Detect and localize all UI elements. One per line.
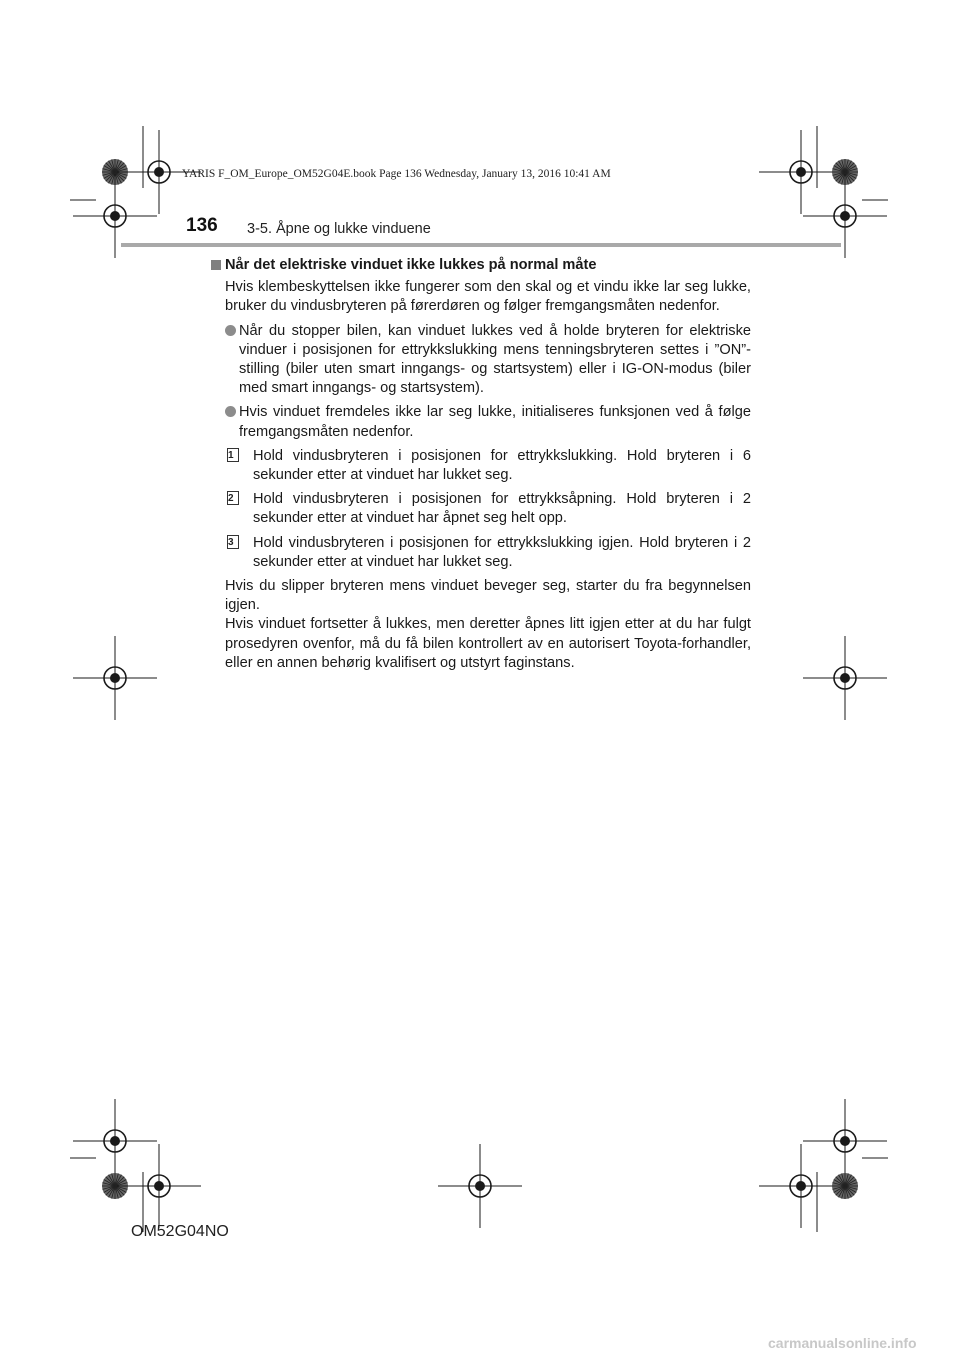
step-item [228, 534, 751, 572]
step-item [228, 490, 751, 528]
section-heading [211, 256, 751, 275]
bullet-item [225, 322, 751, 399]
registration-target [759, 1144, 843, 1228]
step-number-box: 1 [227, 448, 239, 462]
registration-target [117, 1144, 201, 1228]
circle-bullet-icon [225, 325, 236, 336]
registration-target [73, 636, 157, 720]
running-head: 3-5. Åpne og lukke vinduene [247, 221, 431, 237]
registration-target [73, 1099, 157, 1183]
step-number-box: 2 [227, 491, 239, 505]
closing-paragraph: Hvis du slipper bryteren mens vinduet beveger seg, starter du fra begynnelsen igjen. [225, 578, 751, 614]
bullet-text: Når du stopper bilen, kan vinduet lukkes ved å holde bryteren for elektriske vinduer i posisjonen for ettrykkslukking mens tenningsbryteren settes i ”ON”-stilling (biler uten smart inngangs- og startsystem) eller i IG-ON-modus (biler med smart inngangs- og startsystem). [239, 322, 751, 397]
step-number-box: 3 [227, 535, 239, 549]
page-content [211, 256, 751, 673]
registration-target [438, 1144, 522, 1228]
starburst-mark [832, 1173, 858, 1199]
step-text: Hold vindusbryteren i posisjonen for ettrykksåpning. Hold bryteren i 2 sekunder etter at vinduet har åpnet seg helt opp. [253, 491, 751, 527]
page-number: 136 [186, 215, 218, 236]
square-bullet-icon [211, 260, 221, 270]
registration-target [803, 1099, 887, 1183]
circle-bullet-icon [225, 406, 236, 417]
watermark: carmanualsonline.info [768, 1335, 917, 1351]
step-text: Hold vindusbryteren i posisjonen for ettrykkslukking. Hold bryteren i 6 sekunder etter at vinduet har lukket seg. [253, 447, 751, 484]
step-item [228, 447, 751, 485]
header-rule [121, 243, 841, 247]
step-text: Hold vindusbryteren i posisjonen for ettrykkslukking igjen. Hold bryteren i 2 sekunder etter at vinduet har lukket seg. [253, 534, 751, 570]
section-heading-text: Når det elektriske vinduet ikke lukkes på normal måte [225, 257, 597, 273]
bullet-item [225, 403, 751, 441]
document-code: OM52G04NO [131, 1223, 229, 1240]
file-header: YARIS F_OM_Europe_OM52G04E.book Page 136 Wednesday, January 13, 2016 10:41 AM [182, 168, 611, 180]
bullet-text: Hvis vinduet fremdeles ikke lar seg lukke, initialiseres funksjonen ved å følge fremgangsmåten nedenfor. [239, 404, 751, 440]
closing-paragraph: Hvis vinduet fortsetter å lukkes, men deretter åpnes litt igjen etter at du har fulgt prosedyren ovenfor, må du få bilen kontrollert av en autorisert Toyota-forhandler, eller en annen behørig kvalifisert og utstyrt faginstans. [225, 616, 751, 671]
registration-target [803, 636, 887, 720]
intro-paragraph: Hvis klembeskyttelsen ikke fungerer som den skal og et vindu ikke lar seg lukke, bruker du vindusbryteren på førerdøren og følger fremgangsmåten nedenfor. [225, 279, 751, 315]
registration-target [759, 130, 843, 214]
